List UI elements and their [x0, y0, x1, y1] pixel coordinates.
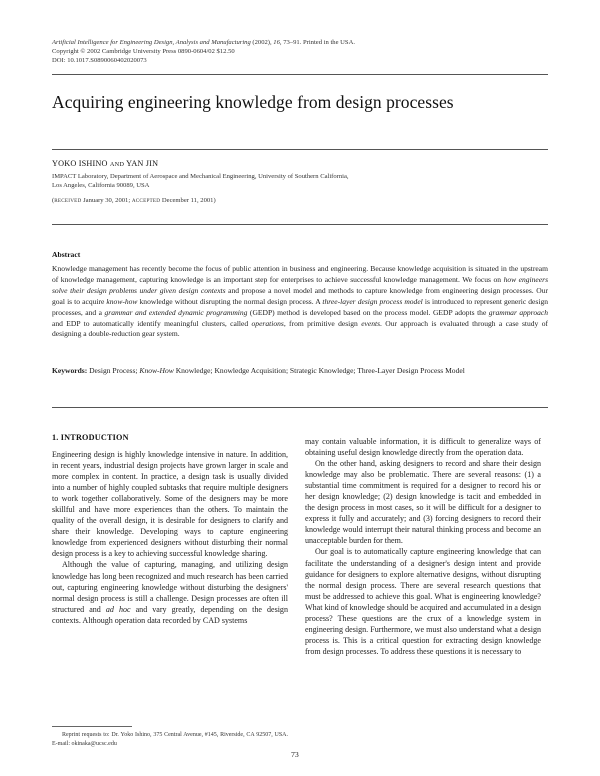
paragraph: may contain valuable information, it is difficult to generalize ways of obtaining useful design knowledge directly from the operation data. [305, 437, 541, 458]
authors [52, 159, 158, 168]
paragraph: Our goal is to automatically capture engineering knowledge that can facilitate the understanding of a designer's design intent and provide guidance for designers to explore alternative designs, without disrupting the normal design process. There are several research questions that must be addressed to achieve this goal. What is engineering knowledge? What kind of knowledge should be acquired and accumulated in a design process? These questions are the crux of a knowledge system in engineering design. Furthermore, we must also understand what a design process is. This is a critical question for extracting design knowledge from design processes. To address these questions it is necessary to [305, 547, 541, 656]
abstract-heading: Abstract [52, 250, 81, 259]
journal-header [52, 38, 552, 65]
section-heading: 1. INTRODUCTION [52, 433, 129, 442]
author-2: YAN JIN [126, 159, 159, 168]
right-column [305, 436, 541, 657]
keywords-label: Keywords: [52, 366, 88, 375]
journal-name: Artificial Intelligence for Engineering Design, Analysis and Manufacturing [52, 39, 251, 46]
received-date: January 30, 2001; [81, 197, 132, 204]
citation-line: Artificial Intelligence for Engineering Design, Analysis and Manufacturing (2002), 16, 73–91. Printed in the USA. [52, 39, 355, 46]
footnote-rule [52, 726, 132, 727]
abstract-body: Knowledge management has recently become the focus of public attention in business and engineering. Because knowledge acquisition is situated in the upstream of knowledge management, capturing knowledge is an important step for enterprises to achieve successful knowledge management. We focus on how engineers solve their design problems under given design contexts and propose a novel model and methods to capture knowledge from engineering design processes. Our goal is to acquire know-how knowledge without disrupting the normal design process. A three-layer design process model is introduced to represent generic design processes, and a grammar and extended dynamic programming (GEDP) method is developed based on the process model. GEDP adopts the grammar approach and EDP to automatically identify meaningful clusters, called operations, from primitive design events. Our approach is evaluated through a case study of designing a double-reduction gear system. [52, 264, 549, 339]
accepted-date: December 11, 2001) [160, 197, 216, 204]
paragraph: Engineering design is highly knowledge intensive in nature. In addition, in recent years, industrial design projects have grown larger in scale and more complex in content. In practice, a design task is usually divided into a number of highly coupled subtasks that require multiple designers to work together collaboratively. Some of the designers may be more skillful and have more experiences than the others. To maintain the quality of the overall design, it is desirable for designers to clarify and share their knowledge. Developing ways to capture engineering knowledge from experienced designers without disturbing their normal design process is a key to achieving successful knowledge sharing. [52, 450, 288, 559]
copyright-line: Copyright © 2002 Cambridge University Press 0890-0604/02 $12.50 [52, 48, 235, 55]
header-rule [52, 74, 548, 75]
submission-dates: (RECEIVED January 30, 2001; ACCEPTED December 11, 2001) [52, 197, 216, 204]
accepted-label: ACCEPTED [131, 198, 161, 204]
author-1: YOKO ISHINO [52, 159, 108, 168]
paragraph: On the other hand, asking designers to record and share their design knowledge may also be problematic. There are several reasons: (1) a substantial time commitment is required for a designer to record his or her design knowledge; (2) design knowledge is tacit and embedded in the design process in most cases, so it will be difficult for a designer to express it fully and accurately; and (3) forcing designers to record their knowledge would interrupt their natural thinking process and become an unacceptable burden for them. [305, 459, 541, 546]
title-rule [52, 149, 548, 150]
left-column [52, 449, 288, 626]
author-connector: AND [109, 161, 125, 168]
abstract-rule [52, 224, 548, 225]
keywords-rule [52, 407, 548, 408]
doi-line: DOI: 10.1017.S0890060402020073 [52, 57, 147, 64]
page-number: 73 [291, 750, 299, 759]
article-title: Acquiring engineering knowledge from design processes [52, 92, 454, 112]
footnote: Reprint requests to: Dr. Yoko Ishino, 375 Central Avenue, #145, Riverside, CA 92507, USA. E-mail: okinaka@ucsc.edu [52, 732, 288, 747]
volume: 16 [273, 39, 280, 46]
received-label: RECEIVED [54, 198, 82, 204]
paragraph: Although the value of capturing, managing, and utilizing design knowledge has long been recognized and much research has been carried out, capturing engineering knowledge without disturbing the designers' normal design process is still a challenge. Design processes are often ill structured and ad hoc and vary greatly, depending on the design contexts. Although operation data recorded by CAD systems [52, 560, 288, 625]
keywords: Keywords: Design Process; Know-How Knowledge; Knowledge Acquisition; Strategic Knowledge; Three-Layer Design Process Model [52, 366, 465, 375]
affiliation: IMPACT Laboratory, Department of Aerospace and Mechanical Engineering, University of Southern California, Los Angeles, California 90089, USA [52, 173, 349, 190]
